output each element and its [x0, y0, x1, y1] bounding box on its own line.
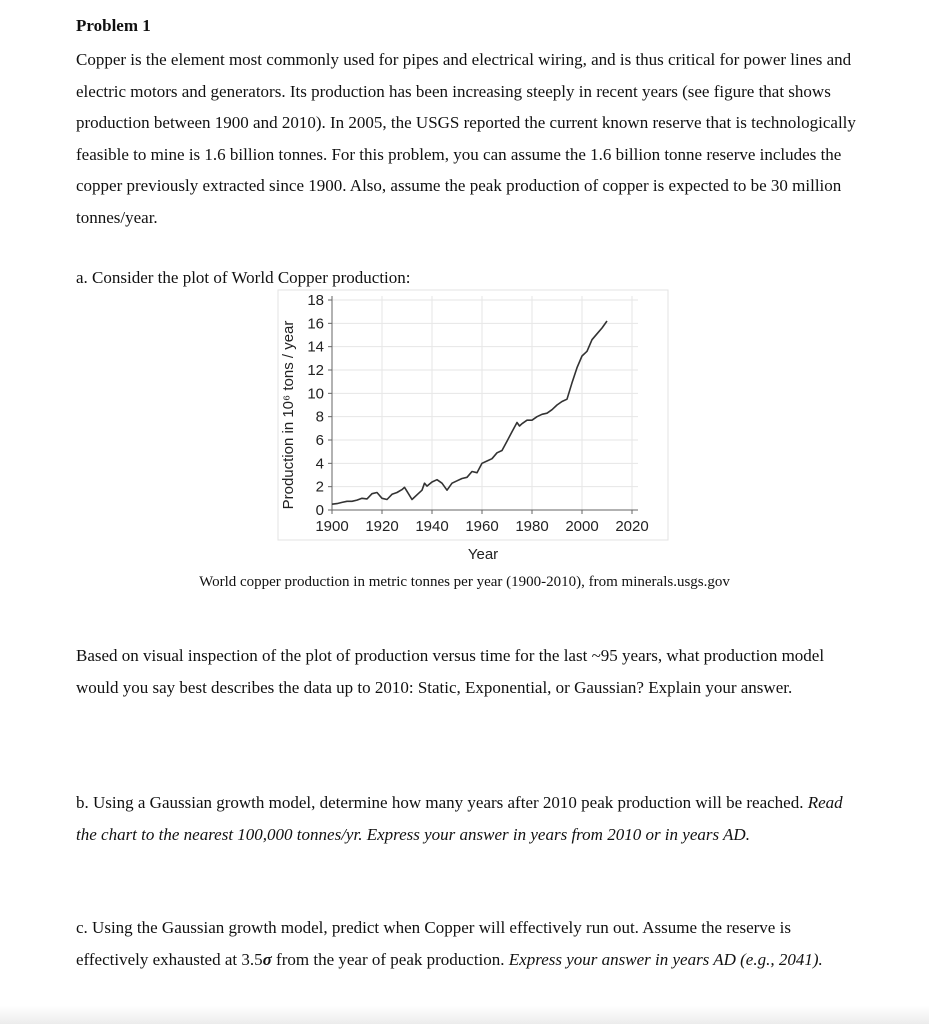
sigma-symbol: σ	[262, 949, 272, 969]
part-c-instructions: Express your answer in years AD (e.g., 2041).	[508, 949, 823, 969]
x-tick-label: 1900	[315, 518, 349, 535]
x-tick-label: 2000	[565, 518, 599, 535]
y-tick-label: 6	[315, 432, 324, 449]
x-tick-label: 1920	[365, 518, 399, 535]
x-tick-label: 1960	[465, 518, 499, 535]
y-tick-label: 0	[315, 502, 324, 519]
y-tick-label: 10	[307, 385, 324, 403]
y-tick-label: 16	[307, 315, 324, 333]
x-tick-label: 1980	[515, 518, 549, 535]
y-tick-label: 4	[315, 455, 324, 473]
part-b-question	[76, 787, 866, 850]
problem-intro: Copper is the element most commonly used for pipes and electrical wiring, and is thus critical for power lines and electric motors and generators. Its production has been increasing steeply in recent years (see figure that shows production between 1900 and 2010). In 2005, the USGS reported the current known reserve that is technologically feasible to mine is 1.6 billion tonnes. For this problem, you can assume the 1.6 billion tonne reserve includes the copper previously extracted since 1900. Also, assume the peak production of copper is expected to be 30 million tonnes/year.	[76, 50, 856, 227]
part-a-prompt: a. Consider the plot of World Copper production:	[76, 268, 411, 287]
x-tick-label: 1940	[415, 518, 449, 535]
plot-frame	[278, 290, 668, 540]
y-tick-label: 8	[315, 408, 324, 426]
chart-svg	[268, 290, 668, 563]
part-a-question: Based on visual inspection of the plot of production versus time for the last ~95 years, what production model would you say best describes the data up to 2010: Static, Exponential, or Gaussian? Explain your answer.	[76, 646, 825, 697]
y-axis-label: Production in 10⁶ tons / year	[280, 320, 297, 510]
y-tick-label: 12	[307, 362, 324, 379]
y-tick-label: 14	[307, 338, 324, 356]
part-c-text-after: from the year of peak production.	[271, 949, 505, 969]
chart-caption: World copper production in metric tonnes per year (1900-2010), from minerals.usgs.gov	[199, 574, 730, 590]
x-axis-label: Year	[467, 546, 499, 563]
y-tick-label: 18	[307, 292, 324, 309]
part-c-text: c. Using the Gaussian growth model, predict when Copper will effectively run out. Assume the reserve is effectively exhausted at 3.5	[76, 918, 791, 969]
part-b-instructions: Read the chart to the nearest 100,000 tonnes/yr. Express your answer in years from 2010 or in years AD.	[76, 793, 843, 844]
problem-title: Problem 1	[76, 16, 151, 35]
part-b-text: b. Using a Gaussian growth model, determine how many years after 2010 peak production will be reached.	[76, 793, 804, 812]
copper-production-chart	[268, 290, 668, 563]
part-c-question	[76, 912, 866, 975]
x-tick-label: 2020	[615, 518, 649, 535]
bottom-fade	[0, 1006, 929, 1024]
y-tick-label: 2	[315, 478, 324, 496]
